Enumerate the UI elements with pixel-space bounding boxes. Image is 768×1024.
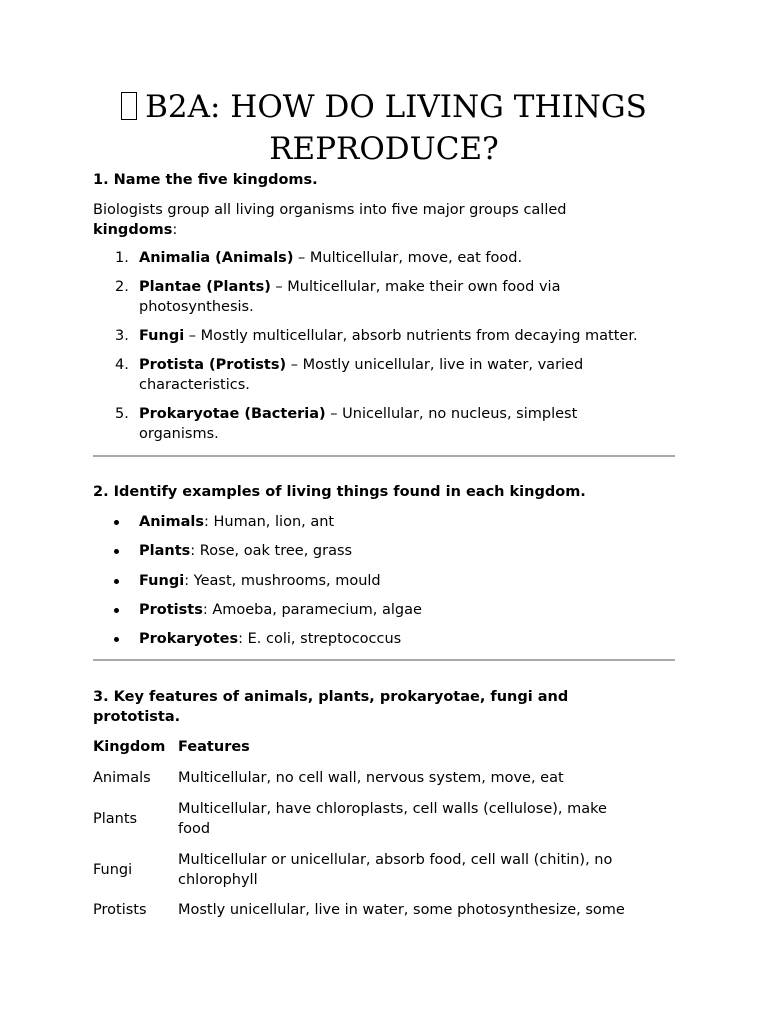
section-1-intro: Biologists group all living organisms into five major groups called kingdoms: xyxy=(93,202,567,238)
list-item: 5. Prokaryotae (Bacteria) – Unicellular, no nucleus, simplest organisms. xyxy=(115,406,578,442)
bullet-icon xyxy=(114,579,119,584)
column-header-features: Features xyxy=(178,739,250,755)
list-item: 1. Animalia (Animals) – Multicellular, move, eat food. xyxy=(115,250,523,266)
list-item: Protists: Amoeba, paramecium, algae xyxy=(93,600,675,620)
column-header-kingdom: Kingdom xyxy=(93,739,166,755)
features-cell: Multicellular, have chloroplasts, cell walls (cellulose), make food xyxy=(178,801,607,837)
list-item: 2. Plantae (Plants) – Multicellular, make their own food via photosynthesis. xyxy=(115,279,561,315)
section-3-question: 3. Key features of animals, plants, prokaryotae, fungi and prototista. xyxy=(93,689,569,725)
list-item: Fungi: Yeast, mushrooms, mould xyxy=(93,571,675,591)
kingdom-cell: Protists xyxy=(93,902,147,918)
kingdom-cell: Plants xyxy=(93,811,138,827)
list-item: Prokaryotes: E. coli, streptococcus xyxy=(93,629,675,649)
features-cell: Multicellular, no cell wall, nervous system, move, eat xyxy=(178,770,564,786)
bullet-icon xyxy=(114,608,119,613)
bullet-icon xyxy=(114,637,119,642)
divider xyxy=(93,659,675,661)
list-item: Plants: Rose, oak tree, grass xyxy=(93,541,675,561)
title-line-1: B2A: HOW DO LIVING THINGS xyxy=(145,89,647,125)
section-2-question: 2. Identify examples of living things found in each kingdom. xyxy=(93,484,586,500)
bullet-icon xyxy=(114,520,119,525)
section-1-question: 1. Name the five kingdoms. xyxy=(93,172,318,188)
title-line-2: REPRODUCE? xyxy=(269,131,499,167)
list-item: Animals: Human, lion, ant xyxy=(93,512,675,532)
list-item: 3. Fungi – Mostly multicellular, absorb nutrients from decaying matter. xyxy=(115,328,638,344)
missing-glyph-icon xyxy=(121,92,137,120)
kingdoms-term: kingdoms xyxy=(93,222,173,238)
bullet-icon xyxy=(114,549,119,554)
page-title xyxy=(0,86,768,170)
kingdom-cell: Fungi xyxy=(93,862,133,878)
list-item: 4. Protista (Protists) – Mostly unicellular, live in water, varied characteristics. xyxy=(115,357,584,393)
kingdom-cell: Animals xyxy=(93,770,151,786)
divider xyxy=(93,455,675,457)
features-cell: Multicellular or unicellular, absorb food, cell wall (chitin), no chlorophyll xyxy=(178,852,613,888)
features-cell: Mostly unicellular, live in water, some photosynthesize, some xyxy=(178,902,625,918)
